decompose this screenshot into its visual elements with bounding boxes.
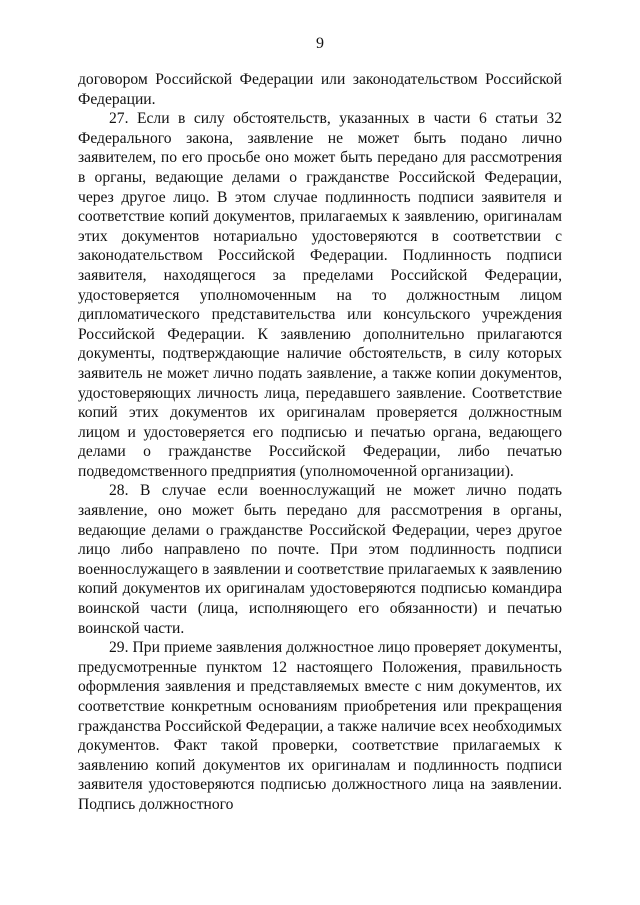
paragraph-item-28: 28. В случае если военнослужащий не может лично подать заявление, оно может быть передано для рассмотрения в органы, ведающие делами о гражданстве Российской Федерации, через другое лицо либо направлено по почте. При этом подлинность подписи военнослужащего в заявлении и соответствие прилагаемых к заявлению копий документов их оригиналам удостоверяются подписью командира воинской части (лица, исполняющего его обязанности) и печатью воинской части. — [78, 482, 562, 637]
paragraph-item-27: 27. Если в силу обстоятельств, указанных в части 6 статьи 32 Федерального закона, заявление не может быть подано лично заявителем, по его просьбе оно может быть передано для рассмотрения в органы, ведающие делами о гражданстве Российской Федерации, через другое лицо. В этом случае подлинность подписи заявителя и соответствие копий документов, прилагаемых к заявлению, оригиналам этих документов нотариально удостоверяются в соответствии с законодательством Российской Федерации. Подлинность подписи заявителя, находящегося за пределами Российской Федерации, удостоверяется уполномоченным на то должностным лицом дипломатического представительства или консульского учреждения Российской Федерации. К заявлению дополнительно прилагаются документы, подтверждающие наличие обстоятельств, в силу которых заявитель не может лично подать заявление, а также копии документов, удостоверяющих личность лица, передавшего заявление. Соответствие копий этих документов их оригиналам проверяется должностным лицом и удостоверяется его подписью и печатью органа, ведающего делами о гражданстве Российской Федерации, либо печатью подведомственного предприятия (уполномоченной организации). — [78, 110, 562, 480]
paragraph-continuation: договором Российской Федерации или законодательством Российской Федерации. — [78, 71, 562, 108]
document-body — [78, 70, 562, 815]
page-number: 9 — [316, 35, 324, 52]
paragraph-item-29: 29. При приеме заявления должностное лицо проверяет документы, предусмотренные пунктом 12 настоящего Положения, правильность оформления заявления и представляемых вместе с ним документов, их соответствие конкретным основаниям приобретения или прекращения гражданства Российской Федерации, а также наличие всех необходимых документов. Факт такой проверки, соответствие прилагаемых к заявлению копий документов их оригиналам и подлинность подписи заявителя удостоверяются подписью должностного лица на заявлении. Подпись должностного — [78, 639, 562, 813]
